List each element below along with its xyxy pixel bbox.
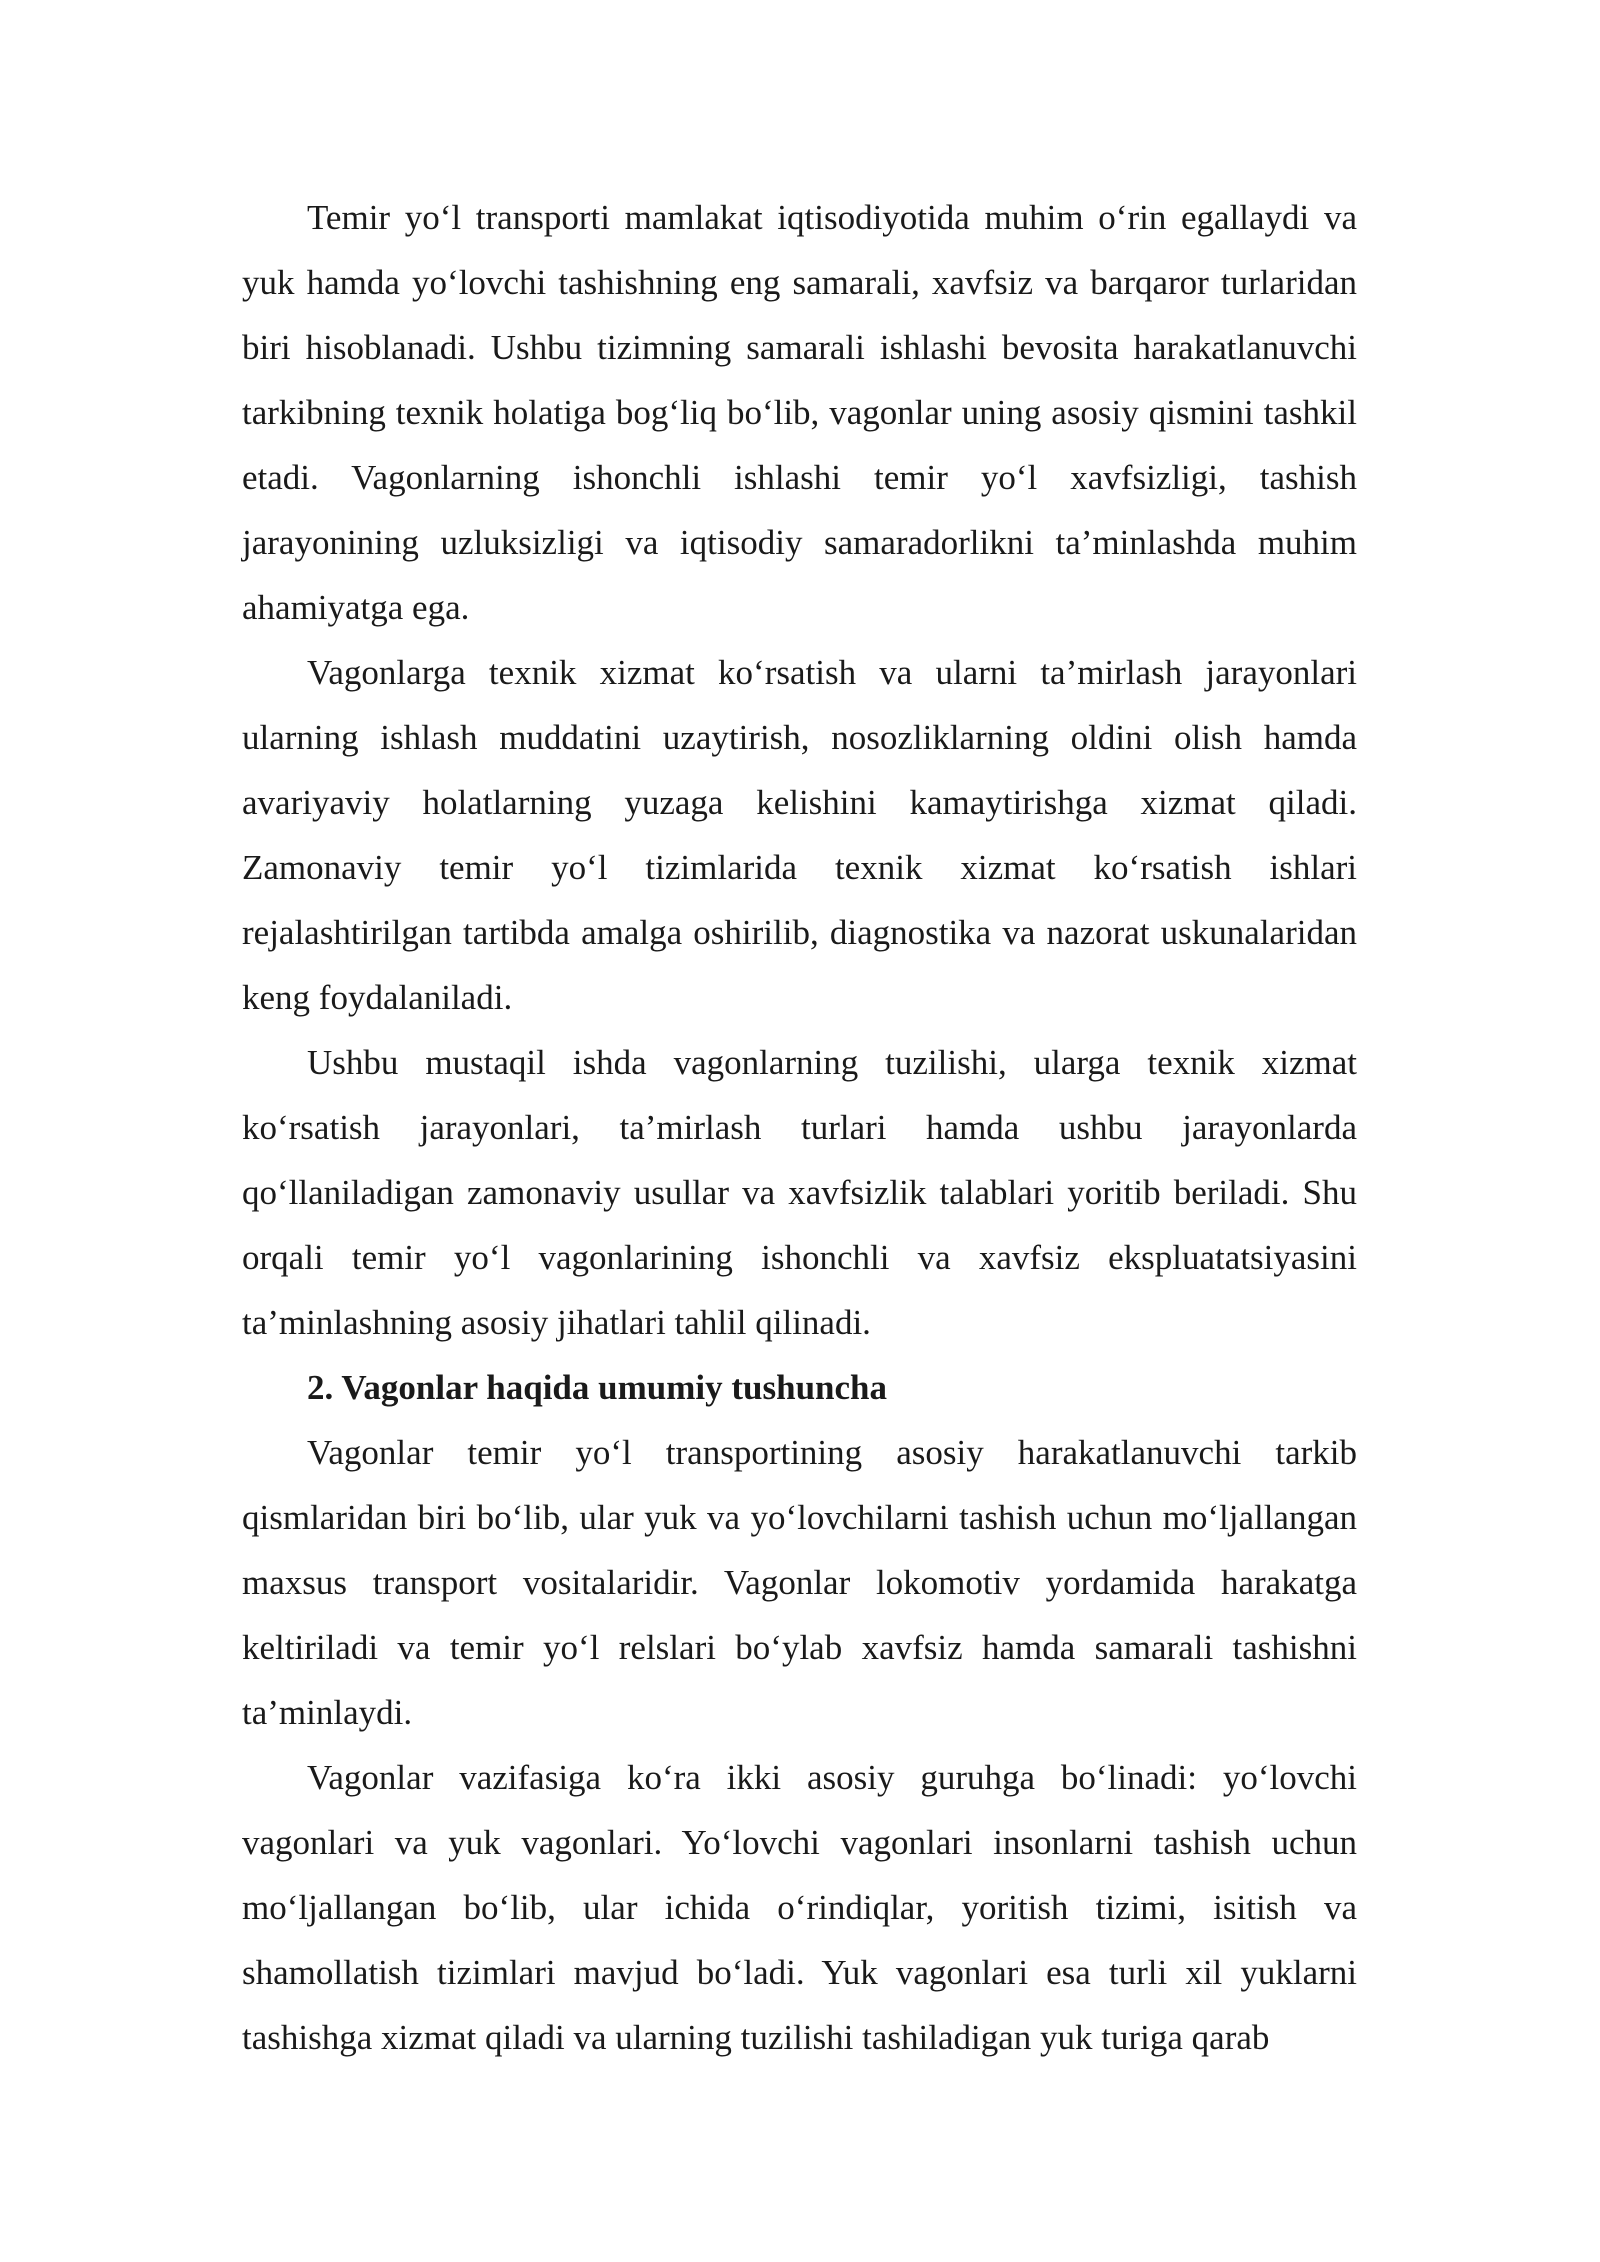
document-body — [242, 185, 1357, 2070]
paragraph-section-1: Vagonlar temir yo‘l transportining asosiy harakatlanuvchi tarkib qismlaridan biri bo‘lib, ular yuk va yo‘lovchilarni tashish uchun mo‘ljallangan maxsus transport vositalaridir. Vagonlar lokomotiv yordamida harakatga keltiriladi va temir yo‘l relslari bo‘ylab xavfsiz hamda samarali tashishni ta’minlaydi. — [242, 1433, 1357, 1732]
paragraph-intro-3: Ushbu mustaqil ishda vagonlarning tuzilishi, ularga texnik xizmat ko‘rsatish jarayonlari, ta’mirlash turlari hamda ushbu jarayonlarda qo‘llaniladigan zamonaviy usullar va xavfsizlik talablari yoritib beriladi. Shu orqali temir yo‘l vagonlarining ishonchli va xavfsiz ekspluatatsiyasini ta’minlashning asosiy jihatlari tahlil qilinadi. — [242, 1043, 1357, 1342]
paragraph-intro-2: Vagonlarga texnik xizmat ko‘rsatish va ularni ta’mirlash jarayonlari ularning ishlash muddatini uzaytirish, nosozliklarning oldini olish hamda avariyaviy holatlarning yuzaga kelishini kamaytirishga xizmat qiladi. Zamonaviy temir yo‘l tizimlarida texnik xizmat ko‘rsatish ishlari rejalashtirilgan tartibda amalga oshirilib, diagnostika va nazorat uskunalaridan keng foydalaniladi. — [242, 653, 1357, 1017]
paragraph-section-2: Vagonlar vazifasiga ko‘ra ikki asosiy guruhga bo‘linadi: yo‘lovchi vagonlari va yuk vagonlari. Yo‘lovchi vagonlari insonlarni tashish uchun mo‘ljallangan bo‘lib, ular ichida o‘rindiqlar, yoritish tizimi, isitish va shamollatish tizimlari mavjud bo‘ladi. Yuk vagonlari esa turli xil yuklarni tashishga xizmat qiladi va ularning tuzilishi tashiladigan yuk turiga qarab — [242, 1758, 1357, 2057]
section-heading: 2. Vagonlar haqida umumiy tushuncha — [307, 1368, 887, 1407]
paragraph-intro-1: Temir yo‘l transporti mamlakat iqtisodiyotida muhim o‘rin egallaydi va yuk hamda yo‘lovchi tashishning eng samarali, xavfsiz va barqaror turlaridan biri hisoblanadi. Ushbu tizimning samarali ishlashi bevosita harakatlanuvchi tarkibning texnik holatiga bog‘liq bo‘lib, vagonlar uning asosiy qismini tashkil etadi. Vagonlarning ishonchli ishlashi temir yo‘l xavfsizligi, tashish jarayonining uzluksizligi va iqtisodiy samaradorlikni ta’minlashda muhim ahamiyatga ega. — [242, 198, 1357, 627]
